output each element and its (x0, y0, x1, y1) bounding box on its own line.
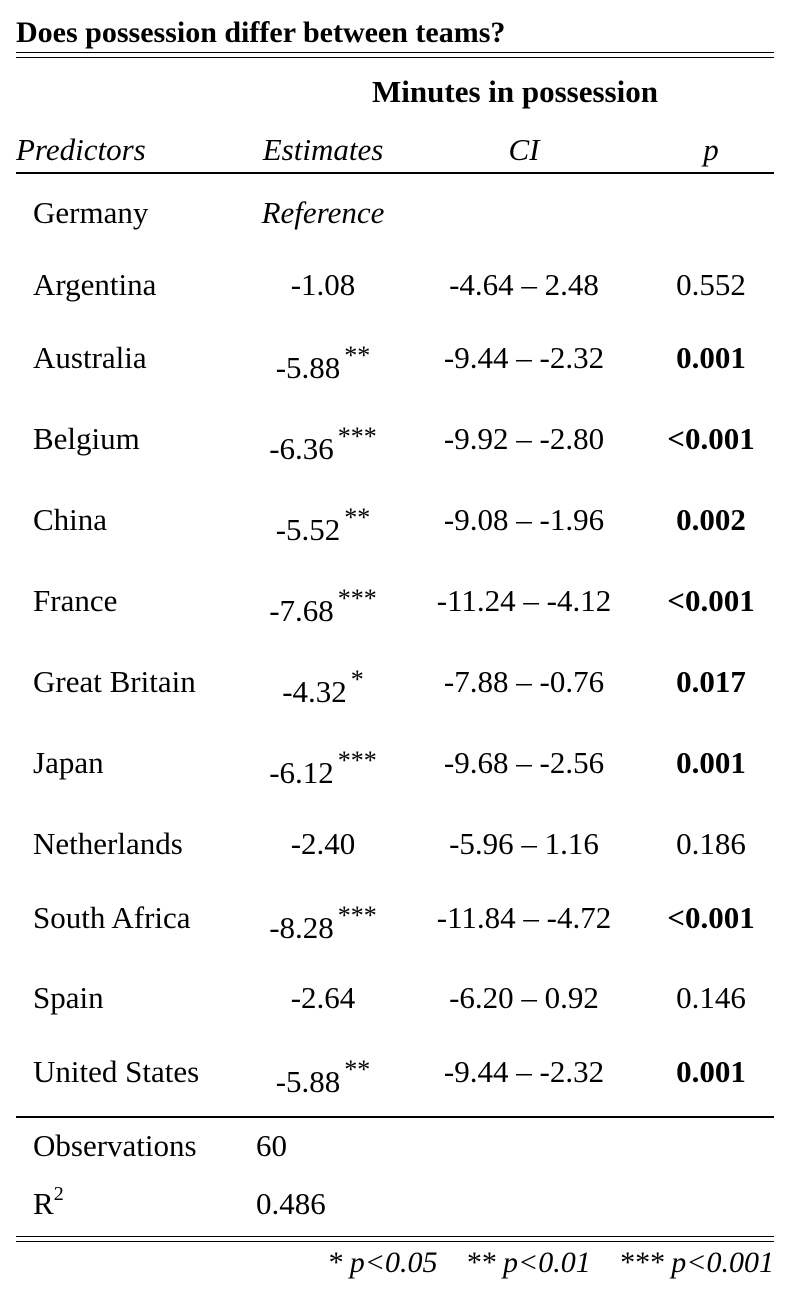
row-p-value: 0.552 (676, 267, 746, 302)
row-predictor: Belgium (33, 421, 140, 456)
row-ci: -9.44 – -2.32 (443, 1054, 605, 1089)
r2-label: $R^2$ (33, 1183, 64, 1221)
row-predictor: Spain (33, 980, 104, 1015)
row-predictor: France (33, 583, 118, 618)
row-ci: -9.92 – -2.80 (443, 421, 605, 456)
row-predictor: Argentina (33, 267, 157, 302)
row-predictor: Germany (33, 195, 149, 230)
row-p-value: 0.002 (676, 502, 746, 537)
row-estimate (256, 419, 390, 466)
stats-rule (16, 1116, 774, 1118)
row-p-value: 0.001 (676, 745, 746, 780)
row-estimate (256, 898, 390, 945)
row-ci: -7.88 – -0.76 (443, 664, 605, 699)
estimate-value: -5.52 (275, 512, 341, 547)
row-p-value: 0.186 (676, 826, 746, 861)
estimate-value: -2.64 (290, 980, 356, 1015)
observations-label: Observations (33, 1128, 197, 1163)
row-p-value: 0.146 (676, 980, 746, 1015)
row-estimate (256, 1052, 390, 1099)
row-predictor: South Africa (33, 900, 191, 935)
row-p-value: 0.017 (676, 664, 746, 699)
row-p-value: <0.001 (667, 900, 755, 935)
footnote-p05: * p<0.05 (327, 1246, 438, 1279)
significance-stars: ** (344, 1055, 371, 1084)
row-predictor: Australia (33, 340, 147, 375)
significance-stars: ** (344, 341, 371, 370)
row-estimate (256, 662, 390, 709)
significance-stars: *** (337, 584, 377, 613)
row-ci: -9.68 – -2.56 (443, 745, 605, 780)
row-ci: -6.20 – 0.92 (449, 980, 599, 1015)
row-ci: -5.96 – 1.16 (449, 826, 599, 861)
header-p: p (703, 132, 719, 167)
header-predictors: Predictors (16, 132, 146, 167)
significance-stars: *** (337, 746, 377, 775)
significance-stars: *** (337, 422, 377, 451)
significance-footnote (256, 1244, 774, 1282)
estimate-value: -2.40 (290, 826, 356, 861)
row-predictor: Japan (33, 745, 104, 780)
estimate-value: -5.88 (275, 350, 341, 385)
row-estimate (256, 978, 390, 1018)
table-caption: Does possession differ between teams? (16, 16, 506, 49)
row-p-value: <0.001 (667, 583, 755, 618)
row-p-value: 0.001 (676, 1054, 746, 1089)
row-ci: -9.44 – -2.32 (443, 340, 605, 375)
row-predictor: Great Britain (33, 664, 196, 699)
significance-stars: * (350, 665, 364, 694)
row-ci: -11.84 – -4.72 (436, 900, 612, 935)
row-estimate (256, 500, 390, 547)
row-estimate (256, 581, 390, 628)
estimate-value: -6.36 (269, 431, 334, 466)
header-rule (16, 172, 774, 174)
estimate-value: -1.08 (290, 267, 356, 302)
row-ci: -4.64 – 2.48 (449, 267, 599, 302)
row-estimate (256, 824, 390, 864)
row-estimate: Reference (261, 195, 385, 230)
row-ci: -9.08 – -1.96 (443, 502, 605, 537)
footnote-p01: ** p<0.01 (465, 1246, 591, 1279)
row-estimate (256, 338, 390, 385)
top-double-rule (16, 52, 774, 58)
estimate-value: -7.68 (269, 593, 334, 628)
estimate-value: -4.32 (282, 674, 347, 709)
row-predictor: United States (33, 1054, 200, 1089)
header-ci: CI (508, 132, 540, 167)
estimate-value: -6.12 (269, 755, 334, 790)
row-ci: -11.24 – -4.12 (436, 583, 612, 618)
row-p-value: <0.001 (667, 421, 755, 456)
bottom-double-rule (16, 1236, 774, 1242)
row-p-value: 0.001 (676, 340, 746, 375)
significance-stars: ** (344, 503, 371, 532)
row-estimate (256, 743, 390, 790)
estimate-value: -8.28 (269, 910, 334, 945)
significance-stars: *** (337, 901, 377, 930)
row-predictor: China (33, 502, 108, 537)
r2-value: 0.486 (256, 1186, 326, 1221)
row-estimate (256, 265, 390, 305)
observations-value: 60 (256, 1128, 287, 1163)
dependent-variable-header: Minutes in possession (372, 74, 658, 109)
footnote-p001: *** p<0.001 (618, 1246, 774, 1279)
estimate-value: -5.88 (275, 1064, 341, 1099)
header-estimates: Estimates (262, 132, 384, 167)
row-predictor: Netherlands (33, 826, 183, 861)
